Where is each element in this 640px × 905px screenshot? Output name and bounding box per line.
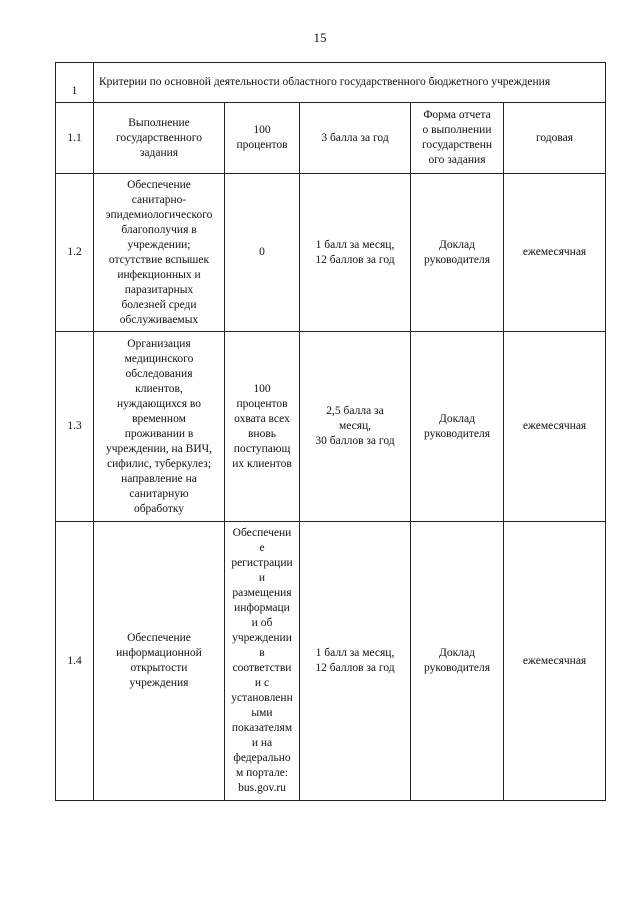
row-report-form: Доклад руководителя [411, 174, 504, 332]
row-indicator: Выполнение государственного задания [94, 103, 225, 174]
row-indicator: Организация медицинского обследования клиентов, нуждающихся во временном проживании в учреждении, на ВИЧ, сифилис, туберкулез; направление на санитарную обработку [94, 332, 225, 522]
row-value: 100 процентов [225, 103, 300, 174]
row-score: 2,5 балла за месяц, 30 баллов за год [300, 332, 411, 522]
row-value: 0 [225, 174, 300, 332]
row-period: ежемесячная [504, 174, 606, 332]
table-row [56, 174, 606, 332]
table-row [56, 103, 606, 174]
row-period: ежемесячная [504, 332, 606, 522]
row-score: 1 балл за месяц, 12 баллов за год [300, 522, 411, 801]
section-title: Критерии по основной деятельности областного государственного бюджетного учреждения [94, 63, 606, 103]
row-score: 1 балл за месяц, 12 баллов за год [300, 174, 411, 332]
row-report-form: Доклад руководителя [411, 332, 504, 522]
row-number: 1.2 [56, 174, 94, 332]
row-period: годовая [504, 103, 606, 174]
row-period: ежемесячная [504, 522, 606, 801]
table-row [56, 522, 606, 801]
table-row [56, 332, 606, 522]
row-number: 1.3 [56, 332, 94, 522]
page-number: 15 [313, 30, 327, 45]
row-value: Обеспечени е регистрации и размещения информаци и об учреждении в соответстви и с установленн ыми показателям и на федерально м портале: bus.gov.ru [225, 522, 300, 801]
row-report-form: Форма отчета о выполнении государственн ого задания [411, 103, 504, 174]
row-indicator: Обеспечение информационной открытости учреждения [94, 522, 225, 801]
row-report-form: Доклад руководителя [411, 522, 504, 801]
row-number: 1.4 [56, 522, 94, 801]
row-score: 3 балла за год [300, 103, 411, 174]
row-value: 100 процентов охвата всех вновь поступающ их клиентов [225, 332, 300, 522]
table-header-row [56, 63, 606, 103]
row-number: 1.1 [56, 103, 94, 174]
section-number: 1 [56, 63, 94, 103]
criteria-table [55, 62, 606, 801]
row-indicator: Обеспечение санитарно- эпидемиологического благополучия в учреждении; отсутствие вспышек инфекционных и паразитарных болезней среди обслуживаемых [94, 174, 225, 332]
